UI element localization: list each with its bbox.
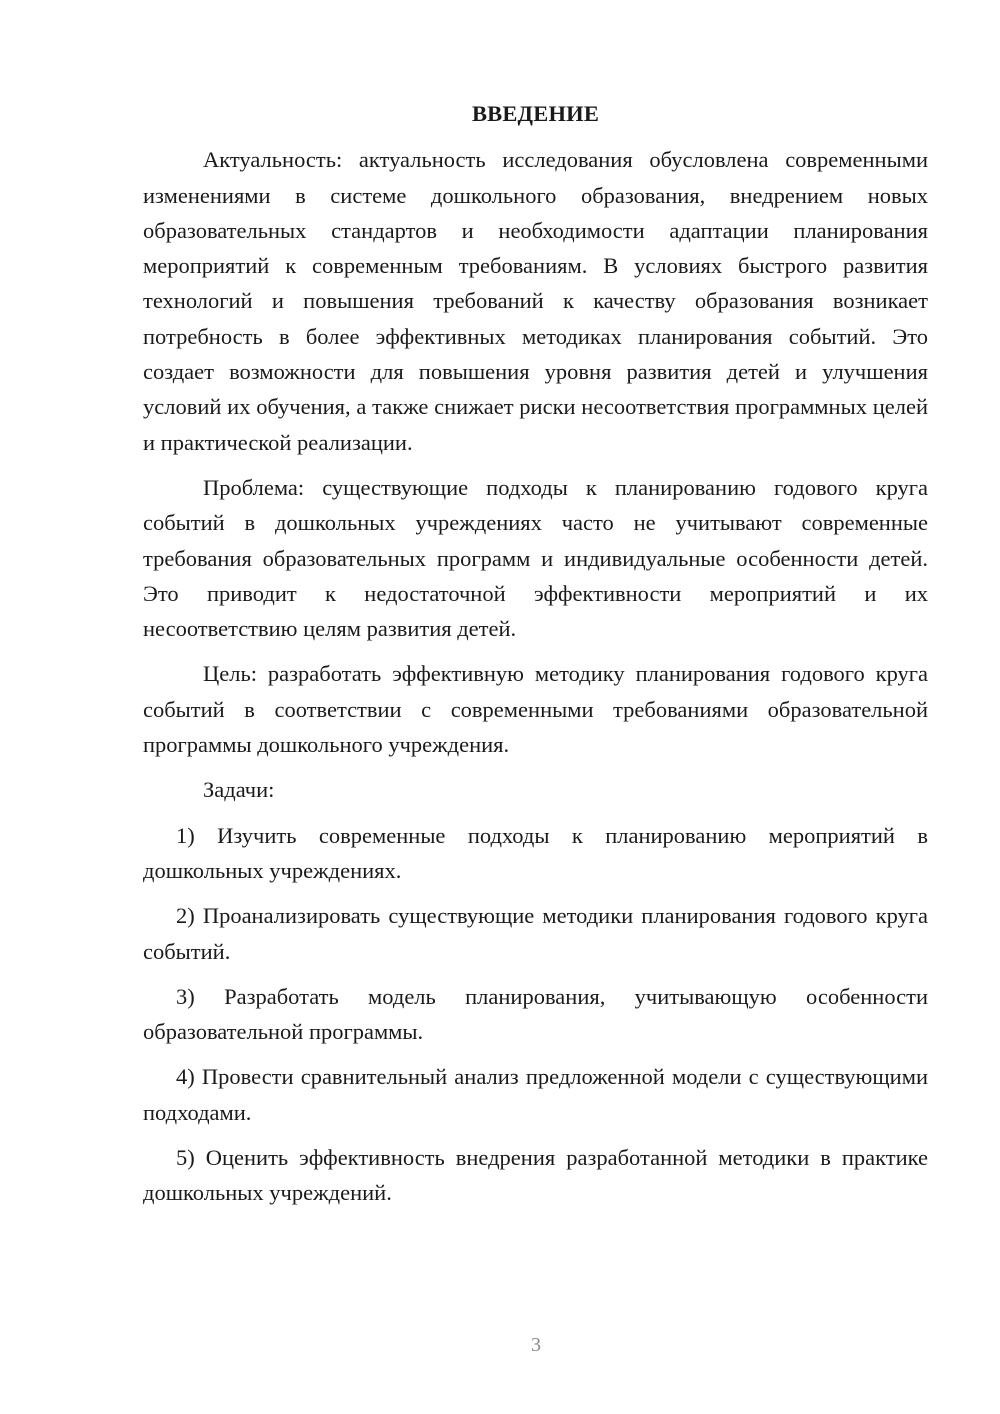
page-number: 3 — [531, 1334, 541, 1356]
task-item-3: 3) Разработать модель планирования, учитывающую особенности образовательной программы. — [143, 983, 928, 1045]
tasks-heading: Задачи: — [203, 777, 275, 803]
task-item-4: 4) Провести сравнительный анализ предложенной модели с существующими подходами. — [143, 1064, 928, 1125]
paragraph-relevance: Актуальность: актуальность исследования обусловлена современными изменениями в системе дошкольного образования, внедрением новых образовательных стандартов и необходимости адаптации планирования мероприятий к современным требованиям. В условиях быстрого развития технологий и повышения требований к качеству образования возникает потребность в более эффективных методиках планирования событий. Это создает возможности для повышения уровня развития детей и улучшения условий их обучения, а также снижает риски несоответствия программных целей и практической реализации. — [143, 147, 928, 455]
section-title: ВВЕДЕНИЕ — [471, 101, 600, 126]
task-item-5: 5) Оценить эффективность внедрения разработанной методики в практике дошкольных учреждений. — [143, 1145, 928, 1206]
task-item-2: 2) Проанализировать существующие методики планирования годового круга событий. — [143, 903, 928, 964]
page-content — [143, 96, 928, 1211]
task-item-1: 1) Изучить современные подходы к планированию мероприятий в дошкольных учреждениях. — [143, 822, 928, 883]
paragraph-problem: Проблема: существующие подходы к планированию годового круга событий в дошкольных учреждениях часто не учитывают современные требования образовательных программ и индивидуальные особенности детей. Это приводит к недостаточной эффективности мероприятий и их несоответствию целям развития детей. — [143, 474, 928, 642]
paragraph-goal: Цель: разработать эффективную методику планирования годового круга событий в соответствии с современными требованиями образовательной программы дошкольного учреждения. — [143, 661, 928, 758]
